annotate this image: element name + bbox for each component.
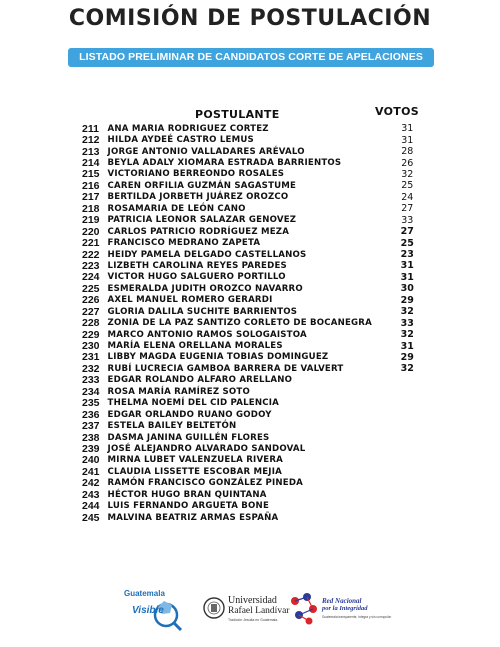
candidate-number: 233 <box>82 374 100 387</box>
candidate-number: 223 <box>82 259 100 272</box>
candidate-name: ZONIA DE LA PAZ SANTIZO CORLETO DE BOCANEGRA <box>107 318 372 329</box>
candidate-number: 213 <box>82 145 100 158</box>
candidate-name: RAMÓN FRANCISCO GONZÁLEZ PINEDA <box>107 478 304 489</box>
list-item <box>82 455 422 466</box>
list-item <box>82 420 422 431</box>
candidate-number: 211 <box>82 122 99 135</box>
subtitle-banner: LISTADO PRELIMINAR DE CANDIDATOS CORTE DE APELACIONES <box>68 48 434 67</box>
candidate-number: 212 <box>82 134 100 147</box>
candidate-name: VICTORIANO BERREONDO ROSALES <box>107 169 285 180</box>
candidate-number: 245 <box>82 511 100 524</box>
list-item <box>82 260 422 271</box>
candidate-name: CAREN ORFILIA GUZMÁN SAGASTUME <box>107 180 297 191</box>
red-nacional-logo <box>287 591 392 631</box>
list-item <box>82 409 422 420</box>
list-item <box>82 329 422 340</box>
university-seal-icon <box>203 595 225 621</box>
candidate-number: 225 <box>82 282 100 295</box>
column-header-postulante: POSTULANTE <box>195 108 280 121</box>
candidate-number: 224 <box>82 271 100 284</box>
candidate-number: 231 <box>82 351 100 364</box>
list-item <box>82 192 422 203</box>
candidate-votes: 31 <box>401 123 414 135</box>
candidate-name: JOSÉ ALEJANDRO ALVARADO SANDOVAL <box>107 443 306 454</box>
url-logo <box>203 591 290 631</box>
candidate-number: 228 <box>82 317 100 330</box>
list-item <box>82 226 422 237</box>
candidate-number: 238 <box>82 431 100 444</box>
candidate-votes: 26 <box>401 157 414 169</box>
candidate-votes: 29 <box>400 351 414 363</box>
candidate-votes: 31 <box>400 340 414 352</box>
column-header-votos: VOTOS <box>375 105 419 118</box>
list-item <box>82 169 422 180</box>
candidate-votes: 25 <box>400 237 414 249</box>
candidate-name: EDGAR ORLANDO RUANO GODOY <box>107 409 272 420</box>
candidate-name: LIBBY MAGDA EUGENIA TOBIAS DOMINGUEZ <box>107 352 329 363</box>
candidate-number: 222 <box>82 248 100 261</box>
candidate-number: 217 <box>82 191 100 204</box>
list-item <box>82 340 422 351</box>
candidate-name: MIRNA LUBET VALENZUELA RIVERA <box>107 455 284 466</box>
list-item <box>82 352 422 363</box>
url-line3: Tradición Jesuita en Guatemala <box>228 618 278 622</box>
list-item <box>82 272 422 283</box>
candidate-number: 221 <box>82 237 100 250</box>
list-item <box>82 398 422 409</box>
gv-line2: Visible <box>132 605 164 616</box>
candidate-name: ANA MARIA RODRIGUEZ CORTEZ <box>107 123 269 134</box>
candidate-name: MARCO ANTONIO RAMOS SOLOGAISTOA <box>107 329 307 340</box>
candidate-name: EDGAR ROLANDO ALFARO ARELLANO <box>107 375 293 386</box>
candidate-number: 232 <box>82 362 100 375</box>
network-figures-icon <box>287 591 321 627</box>
candidate-number: 230 <box>82 340 100 353</box>
candidate-name: AXEL MANUEL ROMERO GERARDI <box>107 295 273 306</box>
candidate-name: RUBÍ LUCRECIA GAMBOA BARRERA DE VALVERT <box>107 363 344 374</box>
rn-line1: Red Nacional <box>322 597 362 605</box>
candidate-number: 241 <box>82 465 100 478</box>
candidate-name: ROSA MARÍA RAMÍREZ SOTO <box>107 386 250 397</box>
candidate-name: ESTELA BAILEY BELTETÓN <box>107 421 237 432</box>
candidate-number: 218 <box>82 202 100 215</box>
candidate-name: JORGE ANTONIO VALLADARES ARÉVALO <box>107 146 305 157</box>
candidate-votes: 32 <box>400 329 414 341</box>
rn-line2: por la Integridad <box>322 605 368 612</box>
candidate-votes: 23 <box>400 249 414 261</box>
list-item <box>82 512 422 523</box>
candidate-name: LUIS FERNANDO ARGUETA BONE <box>107 501 270 512</box>
candidate-name: MALVINA BEATRIZ ARMAS ESPAÑA <box>107 512 279 523</box>
candidate-number: 214 <box>82 157 100 170</box>
candidate-votes: 32 <box>401 168 414 180</box>
candidate-votes: 32 <box>400 363 414 375</box>
candidate-name: ESMERALDA JUDITH OROZCO NAVARRO <box>107 283 303 294</box>
candidate-number: 244 <box>82 500 100 513</box>
candidate-name: LIZBETH CAROLINA REYES PAREDES <box>107 260 287 271</box>
candidate-votes: 27 <box>401 203 414 215</box>
list-item <box>82 237 422 248</box>
list-item <box>82 283 422 294</box>
list-item <box>82 466 422 477</box>
candidate-votes: 25 <box>401 180 414 192</box>
list-item <box>82 386 422 397</box>
candidate-number: 220 <box>82 225 100 238</box>
candidate-number: 229 <box>82 328 100 341</box>
candidate-name: HÉCTOR HUGO BRAN QUINTANA <box>107 489 267 500</box>
list-item <box>82 317 422 328</box>
candidate-votes: 32 <box>400 306 414 318</box>
candidate-number: 239 <box>82 442 100 455</box>
candidate-votes: 33 <box>401 214 414 226</box>
list-item <box>82 295 422 306</box>
candidate-number: 234 <box>82 385 100 398</box>
candidate-number: 227 <box>82 305 100 318</box>
candidate-number: 243 <box>82 488 100 501</box>
candidate-votes: 31 <box>400 271 414 283</box>
candidate-name: HILDA AYDEÉ CASTRO LEMUS <box>107 135 254 146</box>
candidate-name: CARLOS PATRICIO RODRÍGUEZ MEZA <box>107 226 290 237</box>
candidate-number: 240 <box>82 454 100 467</box>
list-item <box>82 375 422 386</box>
candidate-votes: 27 <box>400 226 414 238</box>
guatemala-visible-logo <box>120 587 190 633</box>
list-item <box>82 215 422 226</box>
list-item <box>82 203 422 214</box>
candidate-name: GLORIA DALILA SUCHITE BARRIENTOS <box>107 306 298 317</box>
candidate-name: BERTILDA JORBETH JUÁREZ OROZCO <box>107 192 289 203</box>
candidate-votes: 28 <box>401 146 414 158</box>
list-item <box>82 363 422 374</box>
candidate-number: 226 <box>82 294 100 307</box>
candidate-name: ROSAMARIA DE LEÓN CANO <box>107 203 246 214</box>
candidate-name: PATRICIA LEONOR SALAZAR GENOVEZ <box>107 215 297 226</box>
candidate-name: THELMA NOEMÍ DEL CID PALENCIA <box>107 398 280 409</box>
candidate-name: DASMA JANINA GUILLÉN FLORES <box>107 432 270 443</box>
candidate-number: 236 <box>82 408 100 421</box>
list-item <box>82 443 422 454</box>
list-item <box>82 180 422 191</box>
candidate-name: FRANCISCO MEDRANO ZAPETA <box>107 238 261 249</box>
candidate-name: MARÍA ELENA ORELLANA MORALES <box>107 341 283 352</box>
candidate-votes: 29 <box>400 294 414 306</box>
list-item <box>82 500 422 511</box>
candidate-votes: 33 <box>400 317 414 329</box>
candidate-votes: 31 <box>401 134 414 146</box>
url-line2: Rafael Landívar <box>228 606 290 616</box>
candidate-number: 242 <box>82 477 100 490</box>
candidate-name: HEIDY PAMELA DELGADO CASTELLANOS <box>107 249 307 260</box>
rn-line3: Guatemala transparente, íntegra y sin corrupción <box>322 615 392 619</box>
list-item <box>82 306 422 317</box>
url-line1: Universidad <box>228 595 277 606</box>
list-item <box>82 489 422 500</box>
list-item <box>82 432 422 443</box>
list-item <box>82 146 422 157</box>
candidate-name: VICTOR HUGO SALGUERO PORTILLO <box>107 272 286 283</box>
candidate-number: 216 <box>82 179 100 192</box>
list-item <box>82 249 422 260</box>
sponsor-logos <box>0 587 500 637</box>
page-title: COMISIÓN DE POSTULACIÓN <box>68 6 432 31</box>
candidate-number: 235 <box>82 397 100 410</box>
candidate-votes: 30 <box>400 283 414 295</box>
candidate-votes: 31 <box>400 260 414 272</box>
candidate-number: 219 <box>82 214 100 227</box>
candidate-number: 215 <box>82 168 100 181</box>
list-item <box>82 157 422 168</box>
candidate-votes: 24 <box>401 191 414 203</box>
candidates-list <box>82 123 422 523</box>
gv-line1: Guatemala <box>124 589 165 598</box>
candidate-number: 237 <box>82 420 100 433</box>
list-item <box>82 134 422 145</box>
list-item <box>82 478 422 489</box>
list-item <box>82 123 422 134</box>
candidate-name: CLAUDIA LISSETTE ESCOBAR MEJIA <box>107 466 282 477</box>
candidate-name: BEYLA ADALY XIOMARA ESTRADA BARRIENTOS <box>107 158 342 169</box>
